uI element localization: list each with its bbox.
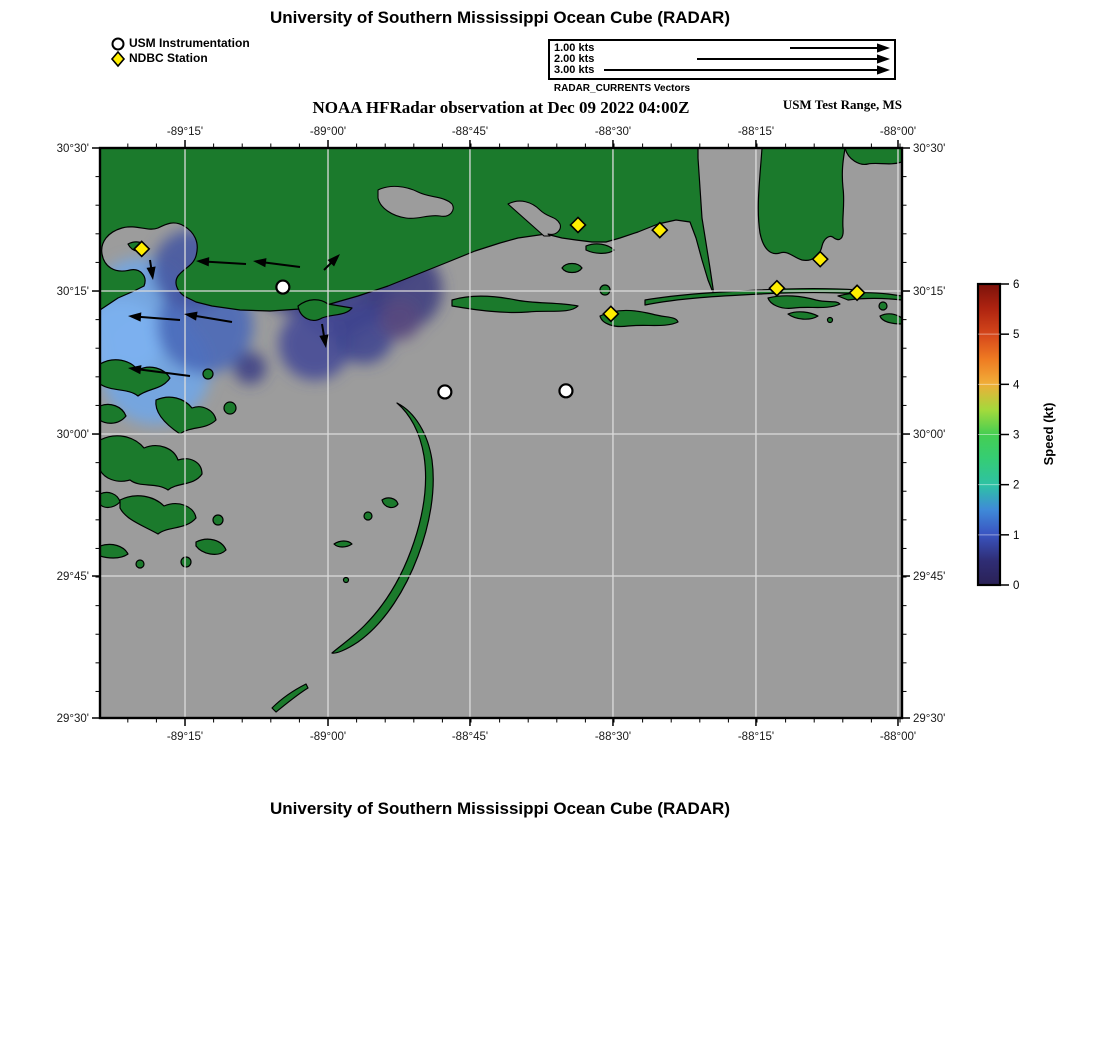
vector-scale-label-2: 2.00 kts xyxy=(554,53,595,65)
y-tick-label: 29°45' xyxy=(913,571,946,584)
y-tick-label: 29°30' xyxy=(56,713,89,725)
y-tick-label: 30°30' xyxy=(913,143,946,155)
vector-scale-box xyxy=(548,39,896,80)
legend-row-ndbc xyxy=(110,51,250,66)
observation-subtitle: NOAA HFRadar observation at Dec 09 2022 04:00Z xyxy=(312,98,690,117)
y-tick-label: 30°00' xyxy=(913,429,946,442)
legend-row-usm xyxy=(110,36,250,51)
x-tick-label: -89°15' xyxy=(166,731,204,743)
test-range-label: USM Test Range, MS xyxy=(782,97,902,112)
x-tick-label: -88°15' xyxy=(737,126,775,138)
x-tick-label: -88°00' xyxy=(879,126,917,138)
legend-label-ndbc: NDBC Station xyxy=(129,51,208,65)
vector-scale-arrows xyxy=(550,41,894,78)
usm-station-marker xyxy=(438,385,451,398)
legend-label-usm: USM Instrumentation xyxy=(129,36,250,50)
y-tick-label: 30°30' xyxy=(56,143,89,155)
marker-legend xyxy=(110,36,250,66)
x-tick-label: -89°00' xyxy=(309,731,347,743)
colorbar-tick-label: 4 xyxy=(1013,379,1020,392)
y-tick-label: 29°30' xyxy=(913,713,946,725)
x-tick-label: -88°45' xyxy=(451,126,489,138)
islet xyxy=(562,264,582,273)
usm-circle-icon xyxy=(110,36,126,51)
islet xyxy=(600,285,610,295)
colorbar-tick-label: 3 xyxy=(1013,429,1020,442)
colorbar-tick-label: 2 xyxy=(1013,479,1020,492)
ndbc-diamond-icon xyxy=(110,51,126,66)
figure-title-bottom: University of Southern Mississippi Ocean Cube (RADAR) xyxy=(269,799,730,818)
colorbar-title: Speed (kt) xyxy=(1041,402,1056,466)
vector-scale-label-3: 3.00 kts xyxy=(554,64,595,76)
x-tick-label: -88°00' xyxy=(879,731,917,743)
x-tick-label: -88°15' xyxy=(737,731,775,743)
x-tick-label: -89°00' xyxy=(309,126,347,138)
vector-scale-caption: RADAR_CURRENTS Vectors xyxy=(553,83,691,94)
y-tick-label: 30°15' xyxy=(56,286,89,299)
usm-station-marker xyxy=(276,281,289,294)
colorbar-tick-label: 6 xyxy=(1013,279,1020,291)
speed-blob xyxy=(380,300,420,340)
usm-station-marker xyxy=(559,384,572,397)
figure-title-top: University of Southern Mississippi Ocean Cube (RADAR) xyxy=(269,8,730,27)
x-tick-label: -88°45' xyxy=(451,731,489,743)
x-tick-label: -88°30' xyxy=(594,126,632,138)
speed-blob xyxy=(234,352,266,384)
colorbar xyxy=(965,272,1100,612)
vector-scale-label-1: 1.00 kts xyxy=(554,42,595,54)
y-tick-label: 29°45' xyxy=(56,571,89,584)
colorbar-tick-label: 1 xyxy=(1013,529,1020,542)
x-tick-label: -88°30' xyxy=(594,731,632,743)
colorbar-tick-label: 5 xyxy=(1013,329,1020,342)
map-canvas xyxy=(56,118,946,760)
y-tick-label: 30°00' xyxy=(56,429,89,442)
y-tick-label: 30°15' xyxy=(913,286,946,299)
colorbar-tick-label: 0 xyxy=(1013,580,1020,592)
x-tick-label: -89°15' xyxy=(166,126,204,138)
